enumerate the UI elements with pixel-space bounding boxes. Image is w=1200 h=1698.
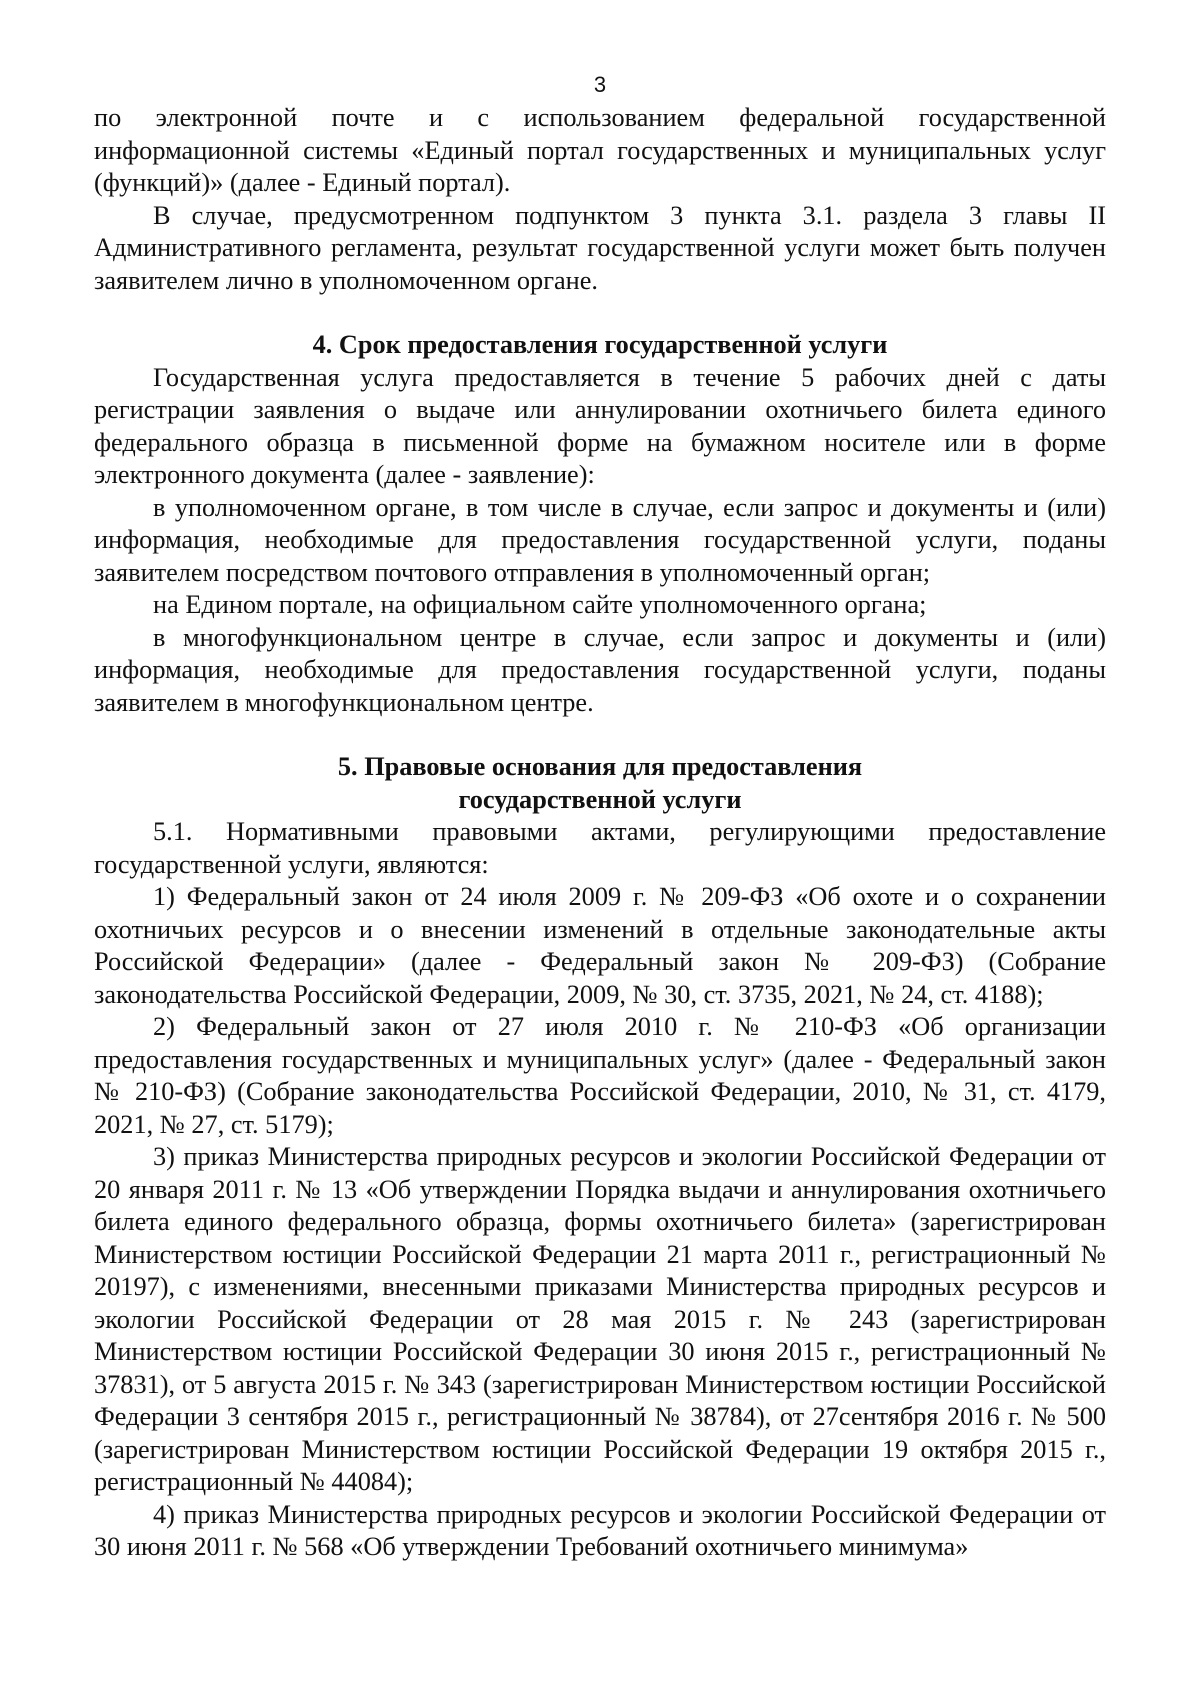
section-5-list-item: 2) Федеральный закон от 27 июля 2010 г. № 210-ФЗ «Об организации предоставления государственных и муниципальных услуг» (далее - Федеральный закон № 210-ФЗ) (Собрание законодательства Российской Федерации, 2010, № 31, ст. 4179, 2021, № 27, ст. 5179); [94,1012,1106,1139]
section-5-list-item: 3) приказ Министерства природных ресурсов и экологии Российской Федерации от 20 января 2011 г. № 13 «Об утверждении Порядка выдачи и аннулирования охотничьего билета единого федерального образца, формы охотничьего билета» (зарегистрирован Министерством юстиции Российской Федерации 21 марта 2011 г., регистрационный № 20197), с изменениями, внесенными приказами Министерства природных ресурсов и экологии Российской Федерации от 28 мая 2015 г. № 243 (зарегистрирован Министерством юстиции Российской Федерации 30 июня 2015 г., регистрационный № 37831), от 5 августа 2015 г. № 343 (зарегистрирован Министерством юстиции Российской Федерации 3 сентября 2015 г., регистрационный № 38784), от 27сентября 2016 г. № 500 (зарегистрирован Министерством юстиции Российской Федерации 19 октября 2015 г., регистрационный № 44084); [94,1142,1106,1496]
section-4-paragraph: в многофункциональном центре в случае, если запрос и документы и (или) информация, необходимые для предоставления государственной услуги, поданы заявителем в многофункциональном центре. [94,622,1106,717]
section-4-paragraph: Государственная услуга предоставляется в течение 5 рабочих дней с даты регистрации заявления о выдаче или аннулировании охотничьего билета единого федерального образца в письменной форме на бумажном носителе или в форме электронного документа (далее - заявление): [94,362,1106,489]
intro-paragraph: В случае, предусмотренном подпунктом 3 пункта 3.1. раздела 3 главы II Административного регламента, результат государственной услуги может быть получен заявителем лично в уполномоченном органе. [94,200,1106,295]
section-5-list-item: 1) Федеральный закон от 24 июля 2009 г. № 209-ФЗ «Об охоте и о сохранении охотничьих ресурсов и о внесении изменений в отдельные законодательные акты Российской Федерации» (далее - Федеральный закон № 209-ФЗ) (Собрание законодательства Российской Федерации, 2009, № 30, ст. 3735, 2021, № 24, ст. 4188); [94,882,1106,1009]
section-4-paragraph: на Едином портале, на официальном сайте уполномоченного органа; [153,590,927,619]
section-5-paragraph: 5.1. Нормативными правовыми актами, регулирующими предоставление государственной услуги, являются: [94,817,1106,879]
section-gap [94,719,1106,751]
page-number: 3 [593,72,607,97]
intro-paragraph: по электронной почте и с использованием федеральной государственной информационной системы «Единый портал государственных и муниципальных услуг (функций)» (далее - Единый портал). [94,103,1106,197]
section-5-heading-line-2: государственной услуги [458,784,742,814]
section-4-paragraph: в уполномоченном органе, в том числе в случае, если запрос и документы и (или) информация, необходимые для предоставления государственной услуги, поданы заявителем посредством почтового отправления в уполномоченный орган; [94,492,1106,587]
section-5-heading [94,751,1106,816]
section-5-heading-line-1: 5. Правовые основания для предоставления [337,752,863,781]
section-4-heading: 4. Срок предоставления государственной услуги [312,330,888,359]
section-gap [94,297,1106,329]
section-5-list-item: 4) приказ Министерства природных ресурсов и экологии Российской Федерации от 30 июня 2011 г. № 568 «Об утверждении Требований охотничьего минимума» [94,1499,1106,1561]
